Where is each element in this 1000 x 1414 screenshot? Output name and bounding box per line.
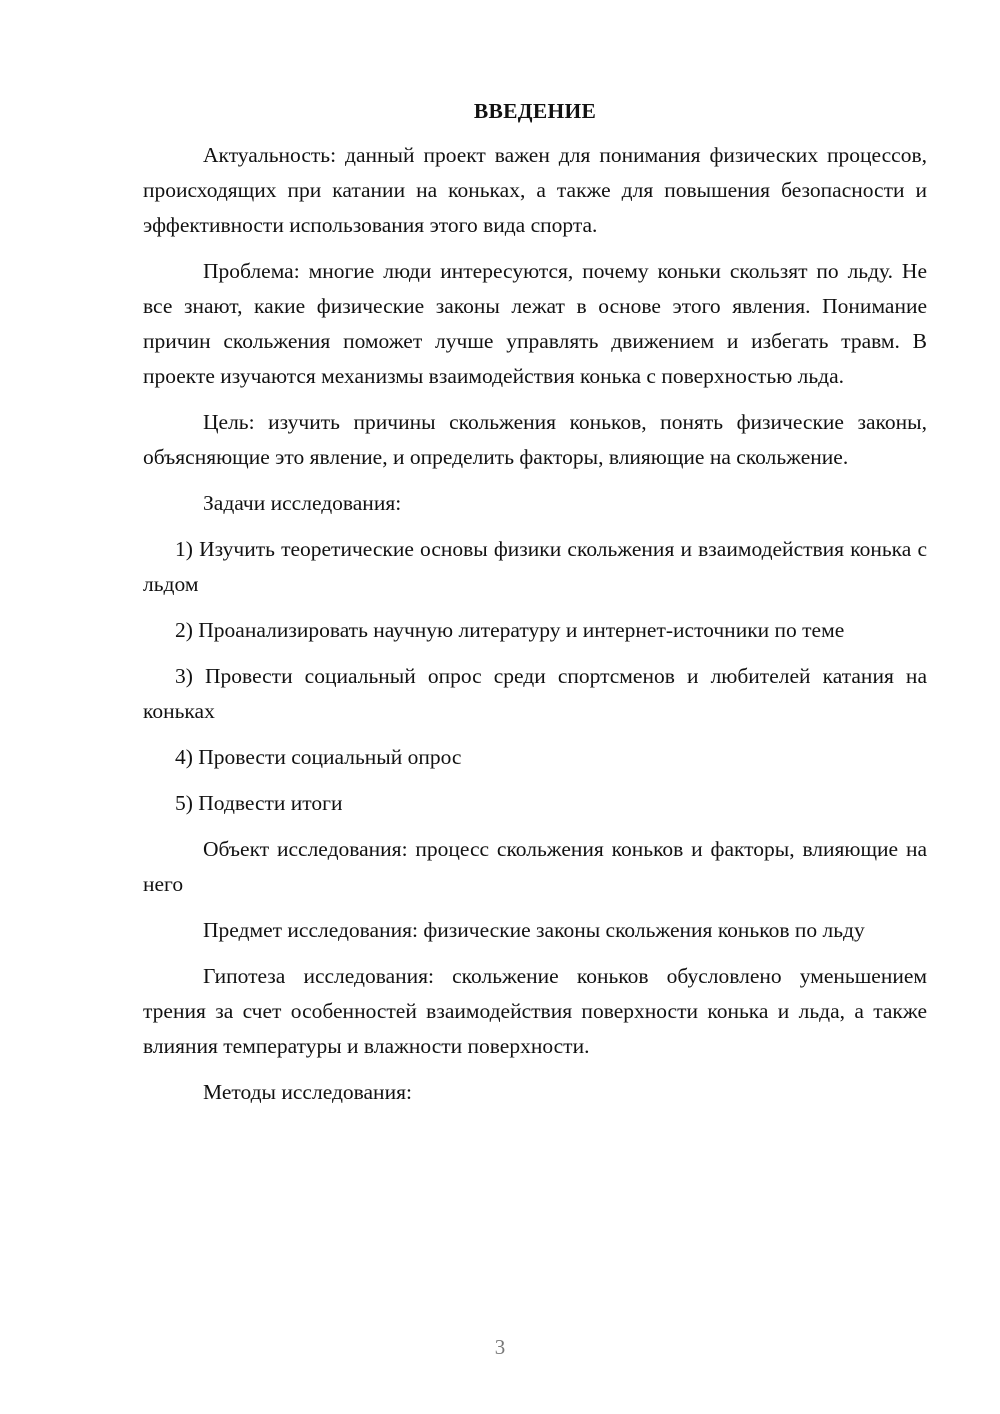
- task-item: 3) Провести социальный опрос среди спортсменов и любителей катания на коньках: [143, 664, 927, 723]
- hypothesis-paragraph: Гипотеза исследования: скольжение коньков обусловлено уменьшением трения за счет особенностей взаимодействия поверхности конька и льда, а также влияния температуры и влажности поверхности.: [143, 964, 927, 1058]
- section-heading: ВВЕДЕНИЕ: [473, 99, 597, 123]
- tasks-list: [143, 532, 927, 821]
- task-item: 5) Подвести итоги: [175, 791, 343, 815]
- goal-paragraph: Цель: изучить причины скольжения коньков, понять физические законы, объясняющие это явление, и определить факторы, влияющие на скольжение.: [143, 410, 927, 469]
- problem-paragraph: Проблема: многие люди интересуются, почему коньки скользят по льду. Не все знают, какие физические законы лежат в основе этого явления. Понимание причин скольжения поможет лучше управлять движением и избегать травм. В проекте изучаются механизмы взаимодействия конька с поверхностью льда.: [143, 259, 927, 388]
- page-number: 3: [494, 1335, 506, 1359]
- task-item: 2) Проанализировать научную литературу и интернет-источники по теме: [175, 618, 845, 642]
- object-paragraph: Объект исследования: процесс скольжения коньков и факторы, влияющие на него: [143, 837, 927, 896]
- methods-paragraph: Методы исследования:: [203, 1080, 412, 1104]
- tasks-title: Задачи исследования:: [203, 491, 402, 515]
- subject-paragraph: Предмет исследования: физические законы скольжения коньков по льду: [203, 918, 865, 942]
- document-page: [143, 96, 927, 1121]
- relevance-paragraph: Актуальность: данный проект важен для понимания физических процессов, происходящих при катании на коньках, а также для повышения безопасности и эффективности использования этого вида спорта.: [143, 143, 927, 237]
- task-item: 1) Изучить теоретические основы физики скольжения и взаимодействия конька с льдом: [143, 537, 927, 596]
- task-item: 4) Провести социальный опрос: [175, 745, 462, 769]
